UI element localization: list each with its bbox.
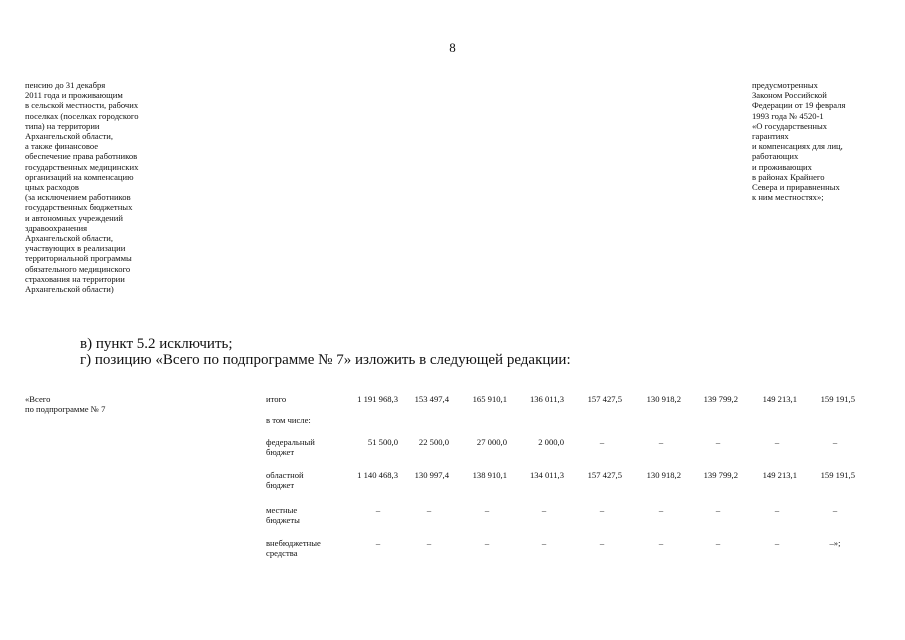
- left-column-line: государственных бюджетных: [25, 202, 133, 213]
- table-value-cell: –: [774, 538, 780, 548]
- right-column-line: работающих: [752, 151, 799, 162]
- right-column-line: и проживающих: [752, 161, 812, 172]
- table-value-cell: 165 910,1: [472, 394, 507, 404]
- table-value-cell: 138 910,1: [472, 470, 507, 480]
- table-value-cell: 136 011,3: [529, 394, 564, 404]
- row-label: средства: [266, 548, 298, 559]
- paragraph-g: г) позицию «Всего по подпрограмме № 7» изложить в следующей редакции:: [80, 352, 571, 368]
- table-value-cell: 1 191 968,3: [357, 394, 398, 404]
- paragraph-v: в) пункт 5.2 исключить;: [80, 336, 233, 352]
- table-value-cell: –: [832, 505, 838, 515]
- table-value-cell: 130 997,4: [414, 470, 449, 480]
- table-value-cell: –: [658, 505, 664, 515]
- left-column-line: обязательного медицинского: [25, 263, 131, 274]
- table-value-cell: 139 799,2: [703, 394, 738, 404]
- table-title-line: по подпрограмме № 7: [25, 404, 106, 415]
- left-column-line: цных расходов: [25, 182, 79, 193]
- left-column-line: Архангельской области,: [25, 131, 114, 142]
- table-title-line: «Всего: [25, 394, 51, 404]
- table-value-cell: –: [599, 437, 605, 447]
- table-value-cell: –: [426, 505, 432, 515]
- left-column-line: (за исключением работников: [25, 192, 131, 203]
- right-column-line: «О государственных: [752, 120, 828, 131]
- table-value-cell: 22 500,0: [418, 437, 449, 447]
- table-value-cell: 51 500,0: [367, 437, 398, 447]
- table-value-cell: 130 918,2: [646, 470, 681, 480]
- table-value-cell: –: [541, 505, 547, 515]
- table-value-cell: –: [484, 505, 490, 515]
- table-value-cell: –: [599, 538, 605, 548]
- left-column-line: государственных медицинских: [25, 161, 139, 172]
- row-label: федеральный: [266, 437, 315, 447]
- table-value-cell: 134 011,3: [529, 470, 564, 480]
- table-value-cell: –: [484, 538, 490, 548]
- table-value-cell: –: [541, 538, 547, 548]
- table-value-cell: 1 140 468,3: [357, 470, 398, 480]
- left-column-line: обеспечение права работников: [25, 151, 138, 162]
- row-label: бюджеты: [266, 515, 300, 526]
- left-column-line: участвующих в реализации: [25, 243, 126, 254]
- right-column-line: Федерации от 19 февраля: [752, 100, 846, 111]
- left-column-line: организаций на компенсацию: [25, 171, 134, 182]
- row-label: итого: [266, 394, 287, 404]
- table-value-cell: –: [715, 437, 721, 447]
- table-value-cell: –: [658, 437, 664, 447]
- left-column-line: страхования на территории: [25, 273, 125, 284]
- table-value-cell: –: [375, 538, 381, 548]
- right-column-line: 1993 года № 4520-1: [752, 110, 824, 121]
- table-value-cell: –: [832, 437, 838, 447]
- table-value-cell: –: [599, 505, 605, 515]
- right-column-line: и компенсациях для лиц,: [752, 141, 843, 152]
- right-column-line: предусмотренных: [752, 80, 818, 90]
- table-value-cell: –: [715, 538, 721, 548]
- table-value-cell: –: [774, 505, 780, 515]
- right-column-line: Законом Российской: [752, 90, 827, 101]
- right-column-line: Севера и приравненных: [752, 182, 840, 193]
- left-column-line: поселках (поселках городского: [25, 110, 139, 121]
- left-column-line: в сельской местности, рабочих: [25, 100, 139, 111]
- table-value-cell: 153 497,4: [414, 394, 449, 404]
- left-column-line: здравоохранения: [25, 222, 88, 233]
- row-label: внебюджетные: [266, 538, 321, 548]
- table-value-cell: –: [774, 437, 780, 447]
- left-column-line: пенсию до 31 декабря: [25, 80, 106, 90]
- table-value-cell: 130 918,2: [646, 394, 681, 404]
- right-column-line: гарантиях: [752, 131, 789, 142]
- right-column-line: к ним местностях»;: [752, 192, 824, 203]
- table-value-cell: –: [715, 505, 721, 515]
- table-value-cell: 157 427,5: [587, 394, 622, 404]
- page-number: 8: [449, 40, 456, 55]
- table-value-cell: –: [658, 538, 664, 548]
- left-column-line: Архангельской области,: [25, 233, 114, 244]
- table-value-cell: –: [426, 538, 432, 548]
- row-label: бюджет: [266, 480, 295, 491]
- left-column-line: и автономных учреждений: [25, 212, 123, 223]
- row-label: местные: [266, 505, 298, 515]
- table-value-cell: 2 000,0: [538, 437, 564, 447]
- table-value-cell: –: [375, 505, 381, 515]
- left-column-line: территориальной программы: [25, 253, 132, 264]
- row-label: в том числе:: [266, 415, 311, 425]
- table-value-cell: –»;: [829, 538, 841, 548]
- left-column-line: типа) на территории: [25, 120, 100, 131]
- left-column-line: Архангельской области): [25, 284, 114, 295]
- table-value-cell: 149 213,1: [762, 394, 797, 404]
- table-value-cell: 27 000,0: [476, 437, 507, 447]
- table-value-cell: 159 191,5: [820, 394, 855, 404]
- table-value-cell: 139 799,2: [703, 470, 738, 480]
- row-label: областной: [266, 470, 304, 480]
- table-value-cell: 157 427,5: [587, 470, 622, 480]
- right-column-line: в районах Крайнего: [752, 171, 825, 182]
- table-value-cell: 159 191,5: [820, 470, 855, 480]
- row-label: бюджет: [266, 447, 295, 458]
- table-value-cell: 149 213,1: [762, 470, 797, 480]
- left-column-line: а также финансовое: [25, 141, 99, 152]
- left-column-line: 2011 года и проживающим: [25, 90, 123, 101]
